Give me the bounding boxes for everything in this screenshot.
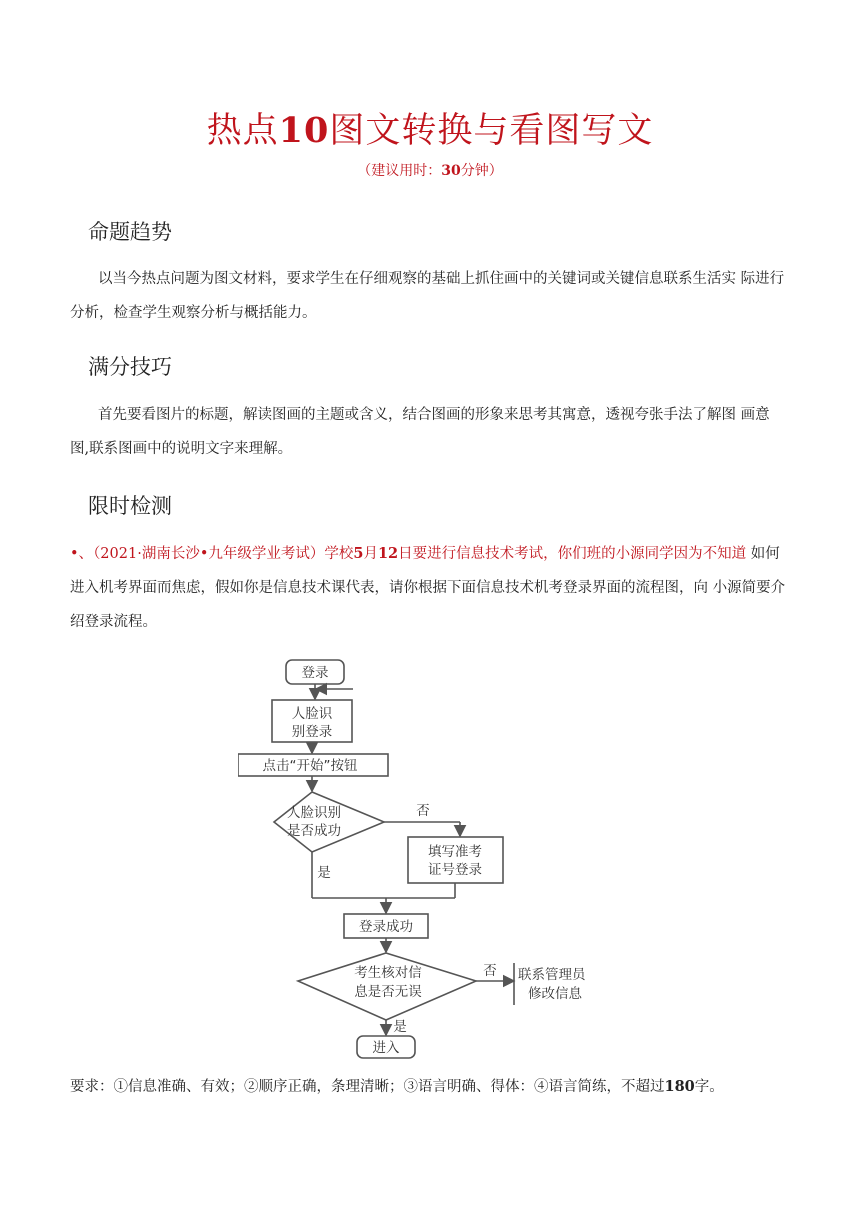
flow-face-login-line2: 别登录 [291,724,333,740]
section-heading-test: 限时检测 [88,494,172,518]
section-text-trend: 以当今热点问题为图文材料，要求学生在仔细观察的基础上抓住画中的关键词或关键信息联系生活实 际进行分析，检查学生观察分析与概括能力。 [70,271,785,321]
flow-enter-label: 进入 [372,1040,400,1056]
flow-face-check-line1: 人脸识别 [287,805,341,821]
flow-click-start-label: 点击“开始”按钮 [262,758,358,774]
flow-login-success-label: 登录成功 [359,919,413,935]
flow-fill-ticket-line2: 证号登录 [428,862,482,878]
flow-face-check-diamond [274,792,384,852]
flow-yes-label-1: 是 [317,865,331,881]
section-heading-trend: 命题趋势 [88,220,172,244]
section-text-skills: 首先要看图片的标题，解读图画的主题或含义，结合图画的形象来思考其寓意，透视夸张手法了解图 画意图,联系图画中的说明文字来理解。 [70,407,770,457]
flow-info-check-line2: 息是否无误 [354,984,422,1000]
question-text: •、（2021·湖南长沙•九年级学业考试）学校5月12日要进行信息技术考试，你们班的小源同学因为不知道 如何进入机考界面而焦虑，假如你是信息技术课代表，请你根据下面信息技术机考登录界面的流程图，向 小源简要介绍登录流程。 [70,545,786,630]
flow-contact-admin-line1: 联系管理员 [518,967,586,983]
flow-info-check-line1: 考生核对信 [354,965,422,981]
flow-no-label-2: 否 [483,963,497,979]
section-heading-skills: 满分技巧 [88,355,172,379]
suggested-time: （建议用时：30分钟） [357,163,503,179]
flow-face-check-line2: 是否成功 [287,823,341,839]
flow-fill-ticket-line1: 填写准考 [428,844,482,860]
page-title: 热点10图文转换与看图写文 [206,110,654,151]
flow-yes-label-2: 是 [393,1019,407,1035]
requirements-text: 要求：①信息准确、有效；②顺序正确，条理清晰；③语言明确、得体：④语言简练，不超过180字。 [70,1078,724,1095]
flow-start-label: 登录 [301,665,329,681]
flow-face-login-line1: 人脸识 [291,706,333,722]
login-flowchart [238,655,618,1065]
flow-contact-admin-line2: 修改信息 [528,986,582,1002]
flow-no-label-1: 否 [416,803,430,819]
